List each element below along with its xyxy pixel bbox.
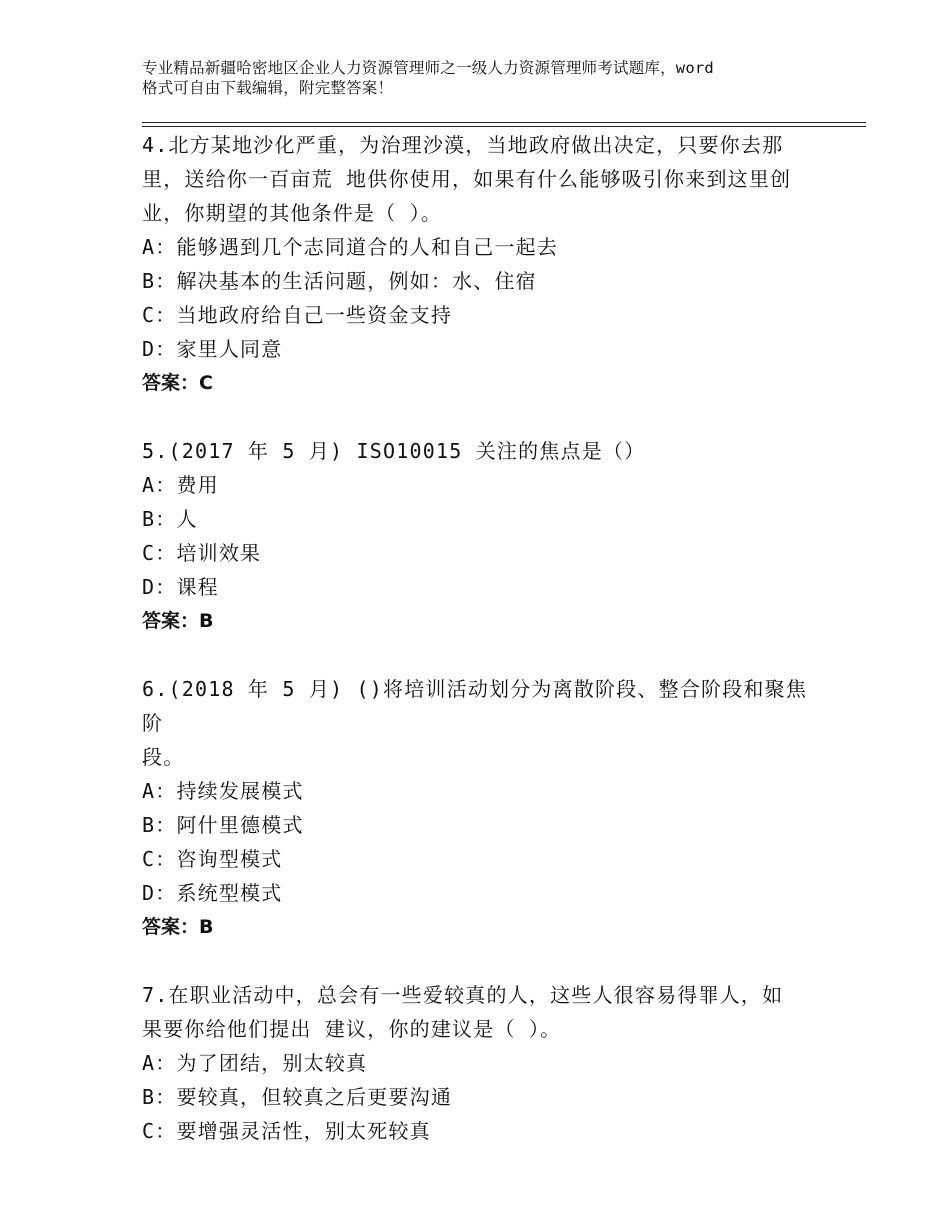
question-7 — [142, 978, 812, 1148]
question-list — [142, 128, 812, 1148]
option-b: B：阿什里德模式 — [142, 813, 304, 837]
option-a: A：持续发展模式 — [142, 779, 304, 803]
question-stem-line: 4.北方某地沙化严重，为治理沙漠，当地政府做出决定，只要你去那 — [142, 133, 784, 157]
header-rule-thin — [142, 122, 866, 123]
option-a: A：能够遇到几个志同道合的人和自己一起去 — [142, 235, 559, 259]
option-d: D：系统型模式 — [142, 881, 283, 905]
option-d: D：家里人同意 — [142, 337, 283, 361]
option-a: A：为了团结，别太较真 — [142, 1051, 368, 1075]
option-c: C：咨询型模式 — [142, 847, 283, 871]
answer-label: 答案：B — [142, 610, 214, 632]
option-c: C：当地政府给自己一些资金支持 — [142, 303, 453, 327]
question-stem-line: 7.在职业活动中，总会有一些爱较真的人，这些人很容易得罪人，如 — [142, 983, 784, 1007]
answer-label: 答案：C — [142, 372, 213, 394]
question-stem-line: 5.(2017 年 5 月) ISO10015 关注的焦点是（） — [142, 439, 646, 463]
document-header — [142, 58, 842, 98]
header-rule-thick — [142, 126, 866, 127]
question-stem-line: 段。 — [142, 745, 185, 769]
option-c: C：要增强灵活性，别太死较真 — [142, 1119, 431, 1143]
question-stem-line: 业，你期望的其他条件是（ ）。 — [142, 201, 443, 225]
question-stem-line: 果要你给他们提出 建议，你的建议是（ ）。 — [142, 1017, 562, 1041]
header-line-1: 专业精品新疆哈密地区企业人力资源管理师之一级人力资源管理师考试题库，word — [142, 59, 714, 77]
question-stem-line: 里，送给你一百亩荒 地供你使用，如果有什么能够吸引你来到这里创 — [142, 167, 792, 191]
question-stem-line: 6.(2018 年 5 月) ()将培训活动划分为离散阶段、整合阶段和聚焦阶 — [142, 677, 808, 735]
option-c: C：培训效果 — [142, 541, 262, 565]
question-4 — [142, 128, 812, 400]
option-d: D：课程 — [142, 575, 219, 599]
question-6 — [142, 672, 812, 944]
option-a: A：费用 — [142, 473, 219, 497]
header-line-2: 格式可自由下载编辑，附完整答案！ — [142, 79, 394, 97]
answer-label: 答案：B — [142, 916, 214, 938]
option-b: B：要较真，但较真之后更要沟通 — [142, 1085, 453, 1109]
option-b: B：人 — [142, 507, 198, 531]
option-b: B：解决基本的生活问题，例如：水、住宿 — [142, 269, 537, 293]
question-5 — [142, 434, 812, 638]
